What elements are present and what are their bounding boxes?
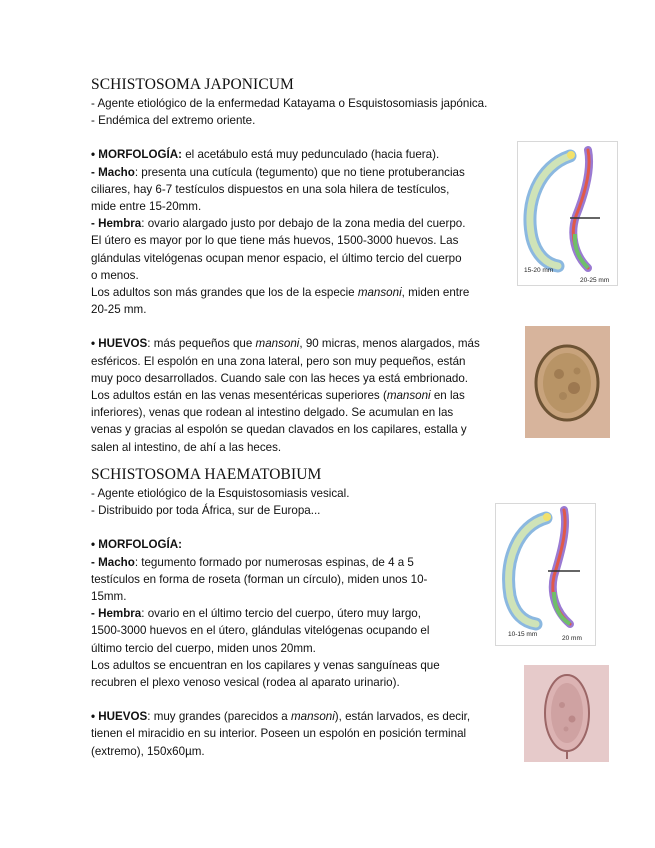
haematobium-hembra-line: último tercio del cuerpo, miden unos 20mm.: [91, 641, 316, 655]
female-size-label: 20-25 mm: [580, 277, 610, 284]
japonicum-hembra-line: glándulas vitelógenas ocupan menor espacio, el último tercio del cuerpo: [91, 251, 462, 265]
japonicum-macho-line: ciliares, hay 6-7 testículos dispuestos en una sola hilera de testículos,: [91, 182, 450, 196]
haematobium-intro-line: - Distribuido por toda África, sur de Europa...: [91, 504, 321, 518]
haematobium-adults-line: Los adultos se encuentran en los capilares y venas sanguíneas que: [91, 658, 440, 672]
japonicum-worms-figure: [517, 141, 618, 286]
japonicum-huevos-line: esféricos. El espolón en una zona lateral, pero son muy pequeños, están: [91, 354, 466, 368]
haematobium-intro-line: - Agente etiológico de la Esquistosomiasis vesical.: [91, 487, 350, 500]
haematobium-macho-line: - Macho: tegumento formado por numerosas espinas, de 4 a 5: [91, 555, 414, 569]
male-acetabulum: [543, 513, 551, 521]
male-size-label: 10-15 mm: [508, 631, 538, 638]
haematobium-morfologia-line: • MORFOLOGÍA:: [91, 538, 183, 552]
haematobium-huevos-line: • HUEVOS: muy grandes (parecidos a mansoni), están larvados, es decir,: [91, 710, 471, 724]
japonicum-morfologia-line: • MORFOLOGÍA: el acetábulo está muy pedunculado (hacia fuera).: [91, 148, 440, 162]
japonicum-hembra-line: o menos.: [91, 268, 139, 282]
japonicum-huevos-line: muy poco desarrollados. Cuando sale con las heces ya está embrionado.: [91, 371, 469, 385]
haematobium-hembra-line: 1500-3000 huevos en el útero, glándulas vitelógenas ocupando el: [91, 624, 430, 638]
egg-embryo: [543, 353, 591, 413]
japonicum-section: [91, 76, 487, 456]
japonicum-hembra-line: - Hembra: ovario alargado justo por debajo de la zona media del cuerpo.: [91, 217, 466, 231]
haematobium-huevos-line: tienen el miracidio en su interior. Poseen un espolón en posición terminal: [91, 727, 467, 741]
haematobium-adults-line: recubren el plexo venoso vesical (rodea al aparato urinario).: [91, 676, 400, 690]
male-size-label: 15-20 mm: [524, 267, 554, 274]
japonicum-macho-line: mide entre 15-20mm.: [91, 200, 202, 214]
haematobium-hembra-line: - Hembra: ovario en el último tercio del cuerpo, útero muy largo,: [91, 607, 421, 621]
japonicum-huevos-line: • HUEVOS: más pequeños que mansoni, 90 micras, menos alargados, más: [91, 337, 480, 351]
haematobium-title: SCHISTOSOMA HAEMATOBIUM: [91, 466, 322, 483]
egg-miracidium: [551, 683, 583, 743]
japonicum-huevos-line: inferiores), venas que rodean al intestino delgado. Se acumulan en las: [91, 406, 454, 420]
japonicum-hembra-line: El útero es mayor por lo que tiene más huevos, 1500-3000 huevos. Las: [91, 234, 459, 248]
japonicum-adults-line: 20-25 mm.: [91, 303, 147, 317]
japonicum-egg-micrograph: [525, 326, 610, 438]
haematobium-macho-line: 15mm.: [91, 590, 127, 604]
japonicum-intro-line: - Endémica del extremo oriente.: [91, 114, 256, 128]
japonicum-title: SCHISTOSOMA JAPONICUM: [91, 76, 294, 93]
haematobium-worms-figure: [495, 503, 596, 646]
haematobium-section: [91, 466, 470, 760]
japonicum-huevos-line: salen al intestino, de ahí a las heces.: [91, 440, 282, 454]
japonicum-intro-line: - Agente etiológico de la enfermedad Katayama o Esquistosomiasis japónica.: [91, 97, 488, 110]
female-size-label: 20 mm: [562, 635, 582, 642]
haematobium-macho-line: testículos en forma de roseta (forman un círculo), miden unos 10-: [91, 572, 428, 586]
haematobium-huevos-line: (extremo), 150x60µm.: [91, 744, 205, 758]
haematobium-egg-micrograph: [524, 665, 609, 762]
worms-illustration: [518, 142, 617, 285]
japonicum-macho-line: - Macho: presenta una cutícula (tegumento) que no tiene protuberancias: [91, 165, 465, 179]
japonicum-huevos-line: Los adultos están en las venas mesentéricas superiores (mansoni en las: [91, 389, 465, 403]
japonicum-huevos-line: venas y gracias al espolón se quedan clavados en los capilares, estalla y: [91, 423, 467, 437]
male-acetabulum: [567, 151, 575, 159]
female-vitellaria: [575, 234, 588, 268]
japonicum-adults-line: Los adultos son más grandes que los de la especie mansoni, miden entre: [91, 286, 470, 300]
